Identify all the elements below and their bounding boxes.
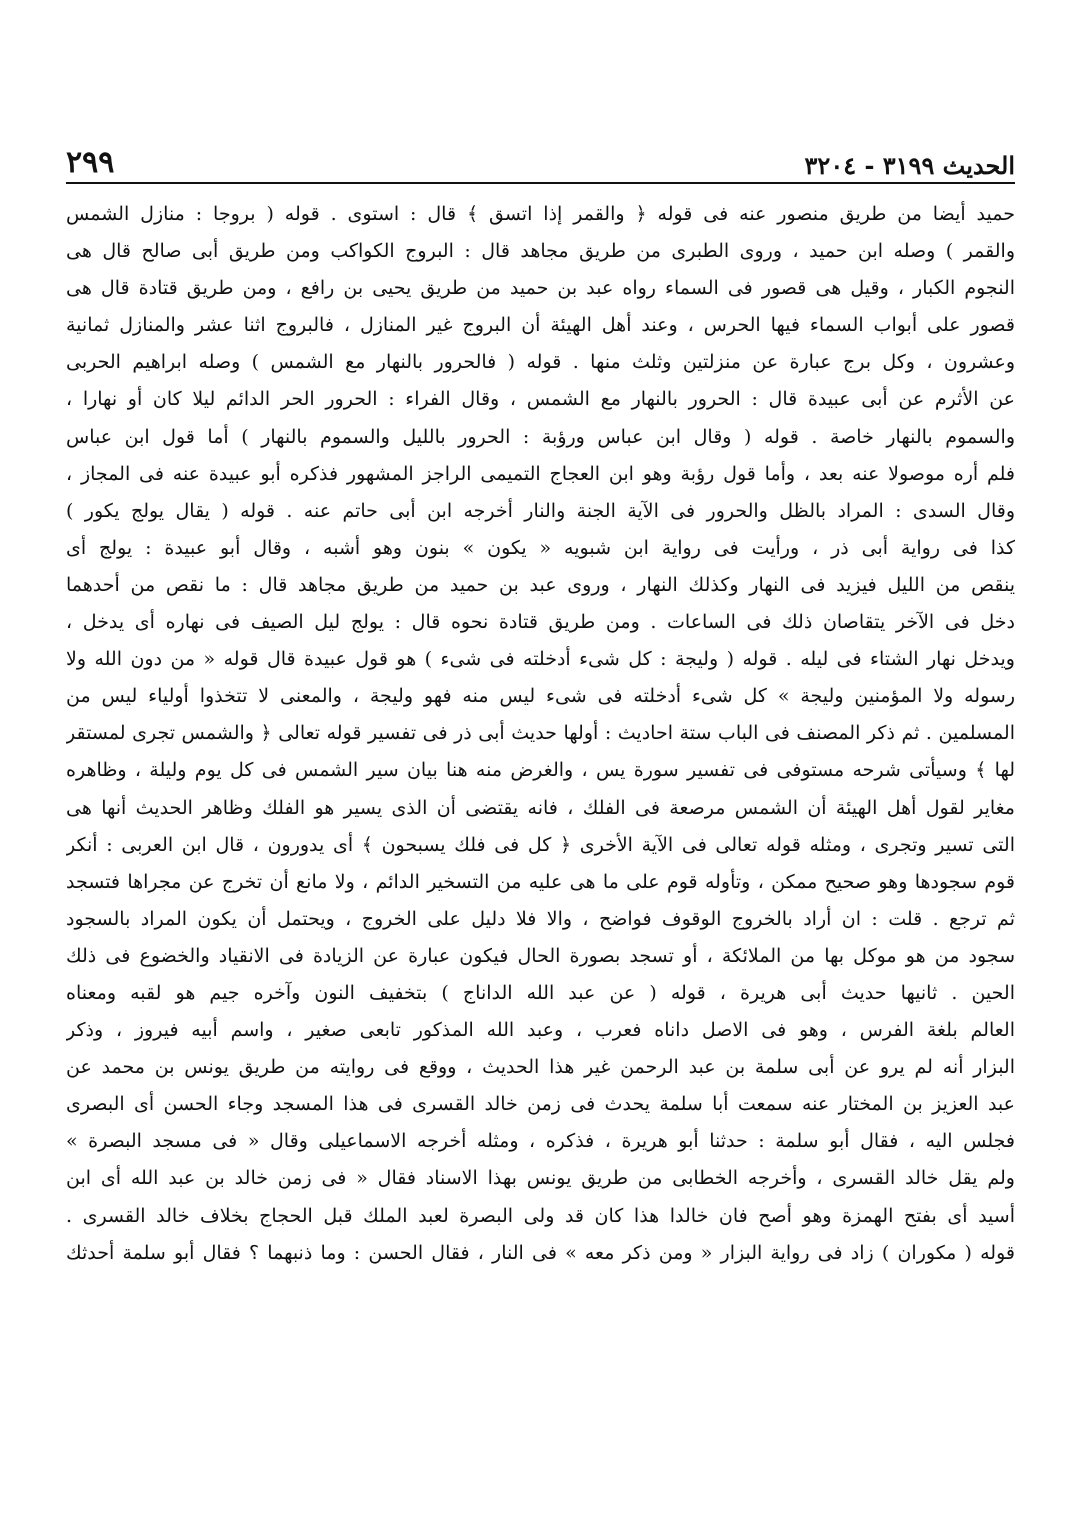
text-line: لها ﴾ وسيأتى شرحه مستوفى فى تفسير سورة يس ، والغرض منه هنا بيان سير الشمس فى كل يوم وليلة ، وظاهره [66, 759, 1015, 782]
text-line: وقال السدى : المراد بالظل والحرور فى الآية الجنة والنار أخرجه ابن أبى حاتم عنه . قوله ( يقال يولج يكور ) [66, 499, 1015, 522]
text-line: دخل فى الآخر يتقاصان ذلك فى الساعات . ومن طريق قتادة نحوه قال : يولج ليل الصيف فى نهاره أى يدخل ، [66, 611, 1015, 634]
page-number: ٢٩٩ [66, 145, 115, 180]
text-line: مغاير لقول أهل الهيئة أن الشمس مرصعة فى الفلك ، فانه يقتضى أن الذى يسير هو الفلك وظاهر الحديث أنها هى [66, 796, 1015, 819]
text-line: ينقص من الليل فيزيد فى النهار وكذلك النهار ، وروى عبد بن حميد من طريق مجاهد قال : ما نقص من أحدهما [66, 573, 1015, 596]
text-line: أسيد أى بفتح الهمزة وهو أصح فان خالدا هذا كان قد ولى البصرة لعبد الملك قبل الحجاج بخلاف خالد القسرى . [66, 1204, 1015, 1227]
text-line: رسوله ولا المؤمنين وليجة » كل شىء أدخلته فى شىء ليس منه فهو وليجة ، والمعنى لا تتخذوا أولياء ليس من [66, 685, 1015, 708]
header-divider [66, 182, 1015, 184]
running-title: الحديث ٣١٩٩ - ٣٢٠٤ [804, 151, 1015, 180]
text-line: والسموم بالنهار خاصة . قوله ( وقال ابن عباس ورؤبة : الحرور بالليل والسموم بالنهار ) أما قول ابن عباس [66, 425, 1015, 448]
text-line: النجوم الكبار ، وقيل هى قصور فى السماء رواه عبد بن حميد من طريق يحيى بن رافع ، ومن طريق قتادة قال هى [66, 277, 1015, 300]
text-line: والقمر ) وصله ابن حميد ، وروى الطبرى من طريق مجاهد قال : البروج الكواكب ومن طريق أبى صالح قال هى [66, 240, 1015, 263]
text-line: ثم ترجع . قلت : ان أراد بالخروج الوقوف فواضح ، والا فلا دليل على الخروج ، ويحتمل أن يكون المراد بالسجود [66, 907, 1015, 930]
text-line: حميد أيضا من طريق منصور عنه فى قوله ﴿ والقمر إذا اتسق ﴾ قال : استوى . قوله ( بروجا : منازل الشمس [66, 203, 1015, 225]
text-line: وعشرون ، وكل برج عبارة عن منزلتين وثلث منها . قوله ( فالحرور بالنهار مع الشمس ) وصله ابراهيم الحربى [66, 351, 1015, 374]
text-line: عبد العزيز بن المختار عنه سمعت أبا سلمة يحدث فى زمن خالد القسرى فى هذا المسجد وجاء الحسن أى البصرى [66, 1093, 1015, 1116]
body-text [66, 196, 1015, 1272]
page-header [66, 132, 1015, 180]
text-line: قوله ( مكوران ) زاد فى رواية البزار « ومن ذكر معه » فى النار ، فقال الحسن : وما ذنبهما ؟ فقال أبو سلمة أحدثك [66, 1241, 1015, 1264]
text-line: المسلمين . ثم ذكر المصنف فى الباب ستة احاديث : أولها حديث أبى ذر فى تفسير قوله تعالى ﴿ والشمس تجرى لمستقر [66, 722, 1015, 745]
text-line: ولم يقل خالد القسرى ، وأخرجه الخطابى من طريق يونس بهذا الاسناد فقال « فى زمن خالد بن عبد الله أى ابن [66, 1167, 1015, 1190]
text-line: سجود من هو موكل بها من الملائكة ، أو تسجد بصورة الحال فيكون عبارة عن الزيادة فى الانقياد والخضوع فى ذلك [66, 944, 1015, 967]
text-line: التى تسير وتجرى ، ومثله قوله تعالى فى الآية الأخرى ﴿ كل فى فلك يسبحون ﴾ أى يدورون ، قال ابن العربى : أنكر [66, 833, 1015, 856]
text-line: فجلس اليه ، فقال أبو سلمة : حدثنا أبو هريرة ، فذكره ، ومثله أخرجه الاسماعيلى وقال « فى مسجد البصرة » [66, 1130, 1015, 1153]
text-line: قوم سجودها وهو صحيح ممكن ، وتأوله قوم على ما هى عليه من التسخير الدائم ، ولا مانع أن تخرج عن مجراها فتسجد [66, 870, 1015, 893]
text-line: البزار أنه لم يرو عن أبى سلمة بن عبد الرحمن غير هذا الحديث ، ووقع فى روايته من طريق يونس بن محمد عن [66, 1056, 1015, 1079]
text-line: قصور على أبواب السماء فيها الحرس ، وعند أهل الهيئة أن البروج غير المنازل ، فالبروج اثنا عشر والمنازل ثمانية [66, 314, 1015, 337]
text-line: فلم أره موصولا عنه بعد ، وأما قول رؤبة وهو ابن العجاج التميمى الراجز المشهور فذكره أبو عبيدة عنه فى المجاز ، [66, 462, 1015, 485]
text-line: العالم بلغة الفرس ، وهو فى الاصل داناه فعرب ، وعبد الله المذكور تابعى صغير ، واسم أبيه فيروز ، وذكر [66, 1019, 1015, 1042]
text-line: ويدخل نهار الشتاء فى ليله . قوله ( وليجة : كل شىء أدخلته فى شىء ) هو قول عبيدة قال قوله « من دون الله ولا [66, 648, 1015, 671]
text-line: كذا فى رواية أبى ذر ، ورأيت فى رواية ابن شبويه « يكون » بنون وهو أشبه ، وقال أبو عبيدة : يولج أى [66, 536, 1015, 559]
text-line: عن الأثرم عن أبى عبيدة قال : الحرور بالنهار مع الشمس ، وقال الفراء : الحرور الحر الدائم ليلا كان أو نهارا ، [66, 388, 1015, 411]
text-line: الحين . ثانيها حديث أبى هريرة ، قوله ( عن عبد الله الداناج ) بتخفيف النون وآخره جيم هو لقبه ومعناه [66, 981, 1015, 1004]
